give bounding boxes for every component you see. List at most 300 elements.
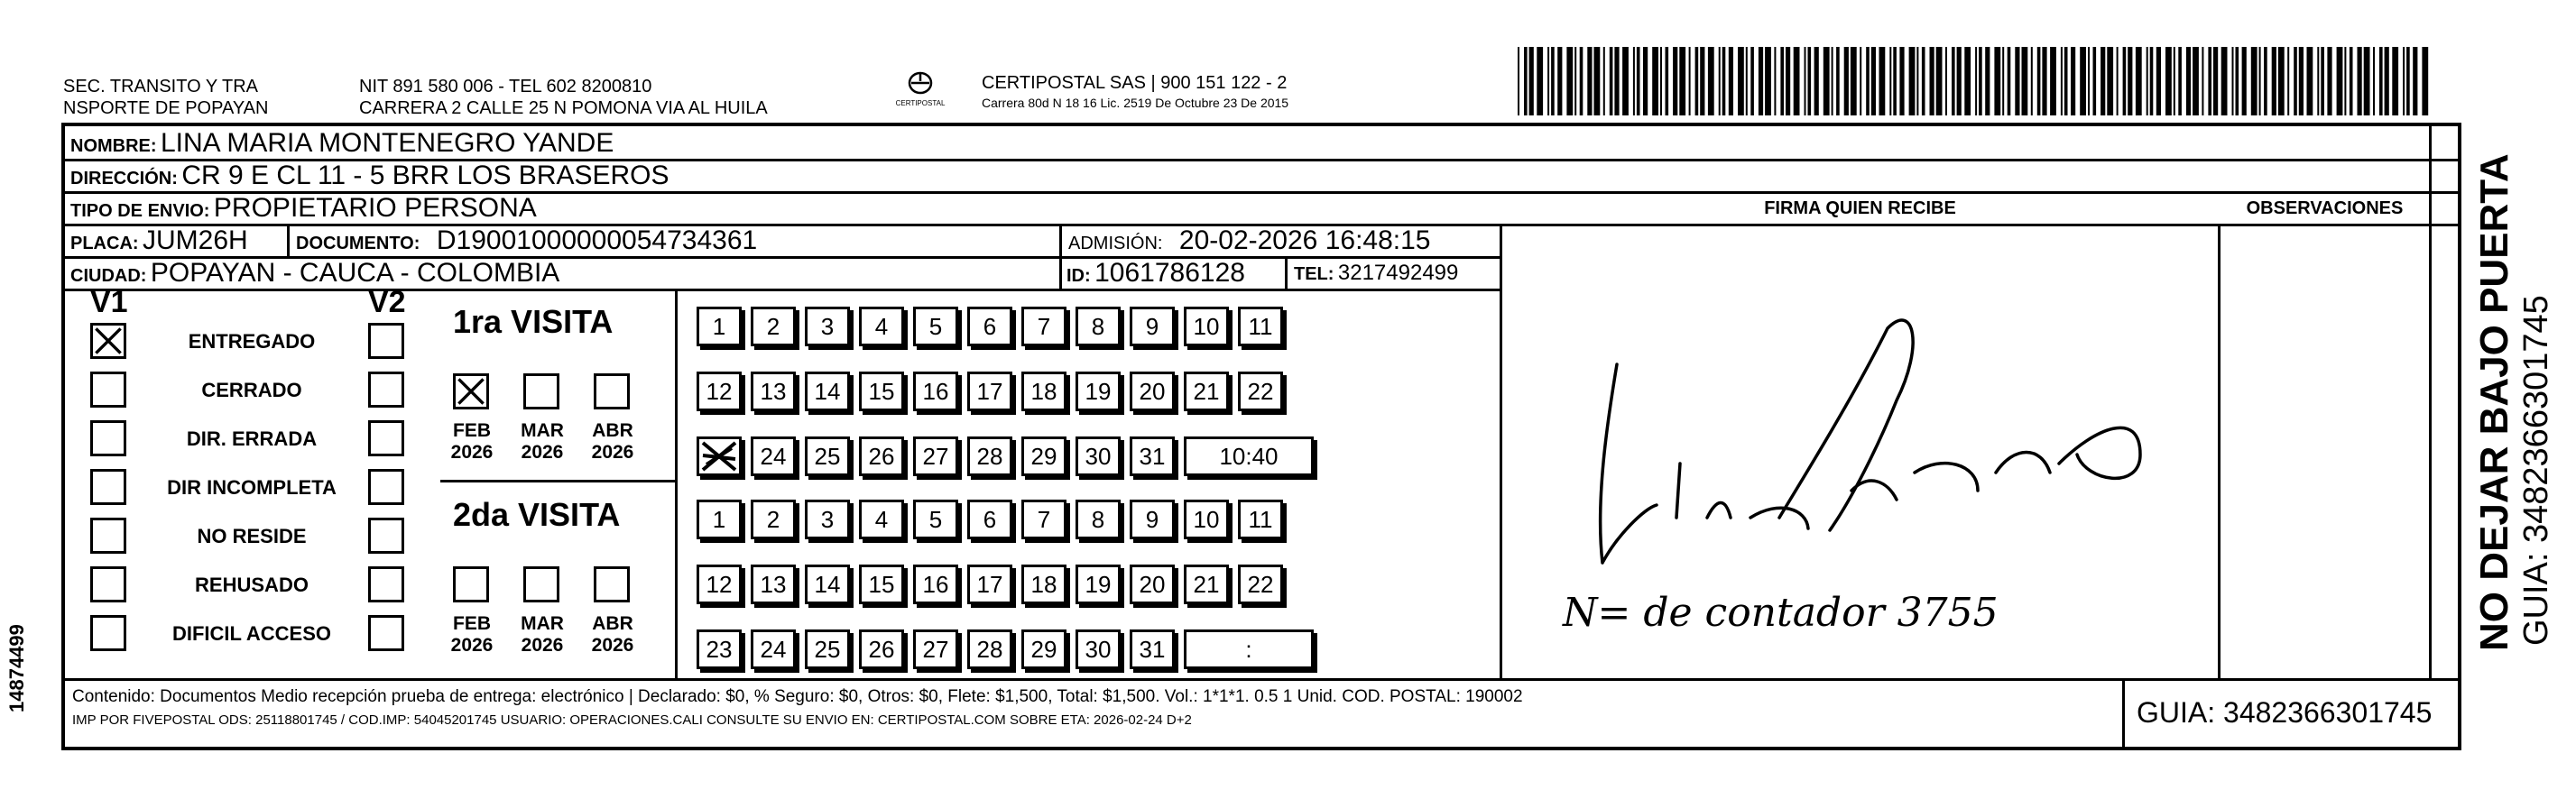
barcode-bar (1994, 47, 2000, 115)
visit1-year-label: 2026 (450, 442, 494, 463)
barcode-bar (1622, 47, 1629, 115)
ciudad-label: CIUDAD: (70, 266, 147, 286)
v2-checkbox[interactable] (368, 372, 404, 408)
barcode-bar (2242, 47, 2247, 115)
col-divider (675, 289, 678, 678)
barcode-bar (2344, 47, 2346, 115)
barcode-bar (1518, 47, 1519, 115)
visit1-day-box[interactable]: 6 (967, 307, 1012, 346)
barcode-bar (1808, 47, 1812, 115)
barcode-bar (1652, 47, 1658, 115)
visit1-day-box[interactable]: 3 (805, 307, 850, 346)
visit1-day-box[interactable]: 12 (697, 372, 742, 411)
barcode-bar (1738, 47, 1744, 115)
barcode-bar (1851, 47, 1857, 115)
visit2-day-box[interactable]: 17 (967, 565, 1012, 604)
barcode-bar (2317, 47, 2319, 115)
barcode-bar (1916, 47, 1918, 115)
barcode-bar (1979, 47, 1982, 115)
barcode-bar (2202, 47, 2203, 115)
barcode-bar (1985, 47, 1990, 115)
barcode-bar (1551, 47, 1555, 115)
visit1-month-label: ABR (592, 420, 633, 441)
placa-label: PLACA: (70, 234, 139, 253)
barcode-bar (2321, 47, 2324, 115)
visit2-month-label: MAR (521, 613, 564, 634)
visit2-day-box[interactable]: 26 (859, 629, 904, 669)
footer-print-info: IMP POR FIVEPOSTAL ODS: 25118801745 / COD.IMP: 54045201745 USUARIO: OPERACIONES.CALI CONSULTE SU ENVIO EN: CERTIPOSTAL.COM SOBRE ETA: 2026-02-24 D+2 (72, 712, 1192, 728)
visit1-day-box[interactable]: 26 (859, 436, 904, 476)
barcode (1518, 47, 2434, 115)
visit2-day-box[interactable]: 6 (967, 500, 1012, 539)
delivery-form (61, 123, 2461, 750)
barcode-bar (2379, 47, 2383, 115)
visit1-day-box[interactable]: 24 (751, 436, 796, 476)
visit2-day-box[interactable]: 31 (1130, 629, 1175, 669)
left-edge-stamp: 14874499 (5, 624, 28, 712)
barcode-bar (2107, 47, 2113, 115)
visit1-day-box[interactable]: 20 (1130, 372, 1175, 411)
barcode-bar (1765, 47, 1771, 115)
barcode-bar (2193, 47, 2199, 115)
barcode-bar (1805, 47, 1806, 115)
barcode-bar (1824, 47, 1830, 115)
visit1-month-checkbox[interactable] (453, 373, 489, 409)
barcode-bar (1722, 47, 1726, 115)
visit1-day-box[interactable]: 28 (967, 436, 1012, 476)
visit2-day-box[interactable]: 14 (805, 565, 850, 604)
admision-field (1068, 225, 1430, 261)
visit2-year-label: 2026 (450, 635, 494, 656)
visit2-day-box[interactable]: 22 (1238, 565, 1283, 604)
tel-value: 3217492499 (1337, 261, 1459, 285)
visit2-month-checkbox[interactable] (594, 566, 630, 602)
barcode-bar (2178, 47, 2182, 115)
visit2-month-cell (512, 613, 572, 657)
barcode-bar (1574, 47, 1576, 115)
visit1-day-box[interactable]: 18 (1021, 372, 1066, 411)
visit1-day-box[interactable]: 31 (1130, 436, 1175, 476)
barcode-bar (1637, 47, 1640, 115)
no-dejar-notice: NO DEJAR BAJO PUERTA (2472, 153, 2516, 651)
barcode-bar (1700, 47, 1704, 115)
col-divider (2218, 224, 2221, 678)
visit1-day-box[interactable]: 16 (913, 372, 958, 411)
id-value: 1061786128 (1094, 258, 1245, 288)
barcode-bar (2307, 47, 2313, 115)
barcode-bar (1794, 47, 1800, 115)
status-label: NO RESIDE (197, 525, 307, 547)
visit1-day-box[interactable]: 2 (751, 307, 796, 346)
meter-note: N= de contador 3755 (1563, 590, 1999, 636)
barcode-bar (2373, 47, 2375, 115)
nombre-label: NOMBRE: (70, 136, 157, 156)
company-info (982, 72, 1288, 111)
barcode-bar (1899, 47, 1904, 115)
barcode-bar (2088, 47, 2090, 115)
barcode-bar (1786, 47, 1790, 115)
visit2-month-cell (442, 613, 502, 657)
direccion-label: DIRECCIÓN: (70, 169, 178, 188)
visit2-day-box[interactable]: 19 (1076, 565, 1121, 604)
visit-divider (440, 480, 675, 482)
barcode-bar (2272, 47, 2276, 115)
barcode-bar (1695, 47, 1699, 115)
barcode-bar (1666, 47, 1669, 115)
visit2-day-box[interactable]: 15 (859, 565, 904, 604)
barcode-bar (2264, 47, 2267, 115)
ciudad-field (70, 258, 559, 293)
barcode-bar (2299, 47, 2304, 115)
visit2-day-box[interactable]: 16 (913, 565, 958, 604)
visit1-title: 1ra VISITA (453, 303, 614, 340)
barcode-bar (1879, 47, 1886, 115)
barcode-bar (1580, 47, 1583, 115)
barcode-bar (1689, 47, 1691, 115)
v2-checkbox[interactable] (368, 566, 404, 602)
v1-checkbox[interactable] (90, 615, 126, 651)
barcode-bar (1610, 47, 1613, 115)
barcode-bar (2136, 47, 2142, 115)
barcode-bar (1975, 47, 1977, 115)
barcode-bar (2061, 47, 2063, 115)
barcode-bar (1964, 47, 1971, 115)
barcode-bar (2287, 47, 2289, 115)
barcode-bar (1614, 47, 1619, 115)
col-divider (2429, 126, 2432, 678)
barcode-bar (2413, 47, 2417, 115)
tipo-value: PROPIETARIO PERSONA (213, 193, 537, 223)
barcode-bar (2259, 47, 2261, 115)
issuer-name (63, 76, 268, 119)
visit1-day-box[interactable]: 29 (1021, 436, 1066, 476)
barcode-bar (1922, 47, 1925, 115)
v1-header: V1 (90, 285, 128, 319)
barcode-bar (1930, 47, 1934, 115)
documento-label: DOCUMENTO: (296, 234, 420, 253)
ciudad-value: POPAYAN - CAUCA - COLOMBIA (150, 258, 560, 288)
firma-header: FIRMA QUIEN RECIBE (1764, 198, 1956, 218)
barcode-bar (1673, 47, 1677, 115)
day-scribble-icon (699, 439, 739, 473)
status-label: ENTREGADO (188, 330, 316, 353)
visit1-day-box[interactable] (697, 436, 742, 476)
barcode-bar (2174, 47, 2175, 115)
barcode-bar (1537, 47, 1543, 115)
barcode-bar (1660, 47, 1662, 115)
visit1-day-box[interactable]: 14 (805, 372, 850, 411)
barcode-bar (2064, 47, 2068, 115)
placa-value: JUM26H (143, 225, 248, 255)
barcode-bar (2002, 47, 2004, 115)
barcode-bar (2022, 47, 2028, 115)
barcode-bar (1893, 47, 1897, 115)
barcode-bar (1729, 47, 1733, 115)
tel-field (1294, 258, 1458, 291)
issuer-address: CARRERA 2 CALLE 25 N POMONA VIA AL HUILA (359, 98, 768, 118)
barcode-bar (1643, 47, 1648, 115)
visit1-day-box[interactable]: 15 (859, 372, 904, 411)
barcode-bar (2406, 47, 2410, 115)
visit1-day-box[interactable]: 13 (751, 372, 796, 411)
barcode-bar (1566, 47, 1573, 115)
col-divider (1059, 224, 1062, 289)
visit2-month-checkbox[interactable] (453, 566, 489, 602)
barcode-bar (2042, 47, 2046, 115)
barcode-bar (1633, 47, 1635, 115)
barcode-bar (1844, 47, 1849, 115)
barcode-bar (1957, 47, 1962, 115)
barcode-bar (2392, 47, 2398, 115)
documento-value: D19001000000054734361 (436, 225, 758, 255)
documento-field (296, 225, 757, 261)
visit2-day-box[interactable]: 12 (697, 565, 742, 604)
side-guia: GUIA: 3482366301745 (2517, 295, 2555, 646)
col-divider (287, 224, 290, 256)
visit1-day-box[interactable]: 10 (1184, 307, 1229, 346)
barcode-bar (1557, 47, 1562, 115)
col-divider (1285, 256, 1288, 289)
tipo-row (70, 193, 537, 228)
x-mark-icon (93, 326, 124, 356)
placa-field (70, 225, 248, 261)
footer-info (72, 687, 2117, 728)
observaciones-header: OBSERVACIONES (2246, 198, 2404, 218)
barcode-bar (2008, 47, 2011, 115)
direccion-value: CR 9 E CL 11 - 5 BRR LOS BRASEROS (181, 161, 669, 190)
barcode-bar (1750, 47, 1754, 115)
visit1-day-box[interactable]: 9 (1130, 307, 1175, 346)
visit1-month-cell (442, 420, 502, 464)
barcode-bar (1945, 47, 1947, 115)
v1-checkbox[interactable] (90, 372, 126, 408)
visit1-day-box[interactable]: 22 (1238, 372, 1283, 411)
barcode-bar (2251, 47, 2257, 115)
v1-checkbox[interactable] (90, 566, 126, 602)
barcode-bar (1866, 47, 1870, 115)
visit2-day-box[interactable]: 2 (751, 500, 796, 539)
issuer-nit: NIT 891 580 006 - TEL 602 8200810 (359, 77, 652, 96)
visit1-day-box[interactable]: 17 (967, 372, 1012, 411)
visit1-day-box[interactable]: 21 (1184, 372, 1229, 411)
status-label: DIR INCOMPLETA (167, 476, 337, 499)
status-label: REHUSADO (195, 574, 309, 596)
footer-guia: GUIA: 3482366301745 (2137, 696, 2433, 729)
visit2-day-box[interactable]: 24 (751, 629, 796, 669)
barcode-bar (1719, 47, 1721, 115)
barcode-bar (2358, 47, 2362, 115)
visit1-day-box[interactable]: 5 (913, 307, 958, 346)
barcode-bar (2236, 47, 2239, 115)
visit2-day-box[interactable]: 4 (859, 500, 904, 539)
v2-checkbox[interactable] (368, 323, 404, 359)
v1-checkbox[interactable] (90, 469, 126, 505)
v2-checkbox[interactable] (368, 469, 404, 505)
visit1-day-box[interactable]: 1 (697, 307, 742, 346)
tipo-label: TIPO DE ENVIO: (70, 201, 210, 221)
visit2-day-box[interactable]: 27 (913, 629, 958, 669)
visit1-day-box[interactable]: 30 (1076, 436, 1121, 476)
barcode-bar (1780, 47, 1784, 115)
visit2-day-box[interactable]: 7 (1021, 500, 1066, 539)
barcode-bar (1936, 47, 1943, 115)
status-label: CERRADO (201, 379, 302, 401)
issuer-line1: SEC. TRANSITO Y TRA (63, 77, 258, 96)
barcode-bar (1889, 47, 1891, 115)
id-field (1066, 258, 1245, 293)
visit2-month-label: ABR (592, 613, 633, 634)
visit2-day-box[interactable]: 21 (1184, 565, 1229, 604)
visit1-day-box[interactable]: 11 (1238, 307, 1283, 346)
visit2-month-label: FEB (453, 613, 491, 634)
barcode-bar (2422, 47, 2428, 115)
visit2-day-box[interactable]: 29 (1021, 629, 1066, 669)
barcode-bar (1832, 47, 1833, 115)
nombre-value: LINA MARIA MONTENEGRO YANDE (161, 128, 614, 158)
admision-label: ADMISIÓN: (1068, 234, 1163, 253)
barcode-bar (2232, 47, 2234, 115)
nombre-row (70, 128, 614, 163)
company-license: Carrera 80d N 18 16 Lic. 2519 De Octubre 23 De 2015 (982, 96, 1289, 110)
barcode-bar (1603, 47, 1605, 115)
barcode-bar (1774, 47, 1776, 115)
visit1-time-box[interactable]: 10:40 (1184, 436, 1314, 476)
barcode-bar (2071, 47, 2075, 115)
col-divider (2122, 678, 2125, 747)
barcode-bar (2186, 47, 2191, 115)
visit1-month-checkbox[interactable] (523, 373, 559, 409)
barcode-bar (2150, 47, 2154, 115)
signature-area (1509, 292, 2212, 671)
barcode-bar (2128, 47, 2132, 115)
visit2-day-box[interactable]: 3 (805, 500, 850, 539)
visit2-day-box[interactable]: 10 (1184, 500, 1229, 539)
visit1-year-label: 2026 (521, 442, 564, 463)
id-label: ID: (1066, 266, 1091, 286)
v1-checkbox[interactable] (90, 323, 126, 359)
visit2-day-box[interactable]: 30 (1076, 629, 1121, 669)
barcode-bar (2364, 47, 2370, 115)
visit2-day-box[interactable]: 1 (697, 500, 742, 539)
barcode-bar (1871, 47, 1876, 115)
barcode-bar (2050, 47, 2056, 115)
barcode-bar (1529, 47, 1534, 115)
barcode-bar (1746, 47, 1748, 115)
v2-checkbox[interactable] (368, 420, 404, 456)
direccion-row (70, 161, 669, 196)
barcode-bar (2385, 47, 2389, 115)
barcode-bar (2403, 47, 2405, 115)
barcode-bar (2031, 47, 2033, 115)
v2-checkbox[interactable] (368, 518, 404, 554)
x-mark-icon (456, 376, 486, 407)
status-label: DIFICIL ACCESO (171, 622, 331, 645)
barcode-bar (1860, 47, 1861, 115)
barcode-bar (2117, 47, 2119, 115)
visit1-day-box[interactable]: 4 (859, 307, 904, 346)
row-divider (65, 678, 2458, 681)
company-name: CERTIPOSTAL SAS | 900 151 122 - 2 (982, 73, 1288, 93)
visit1-month-cell (512, 420, 572, 464)
visit2-time-box[interactable]: : (1184, 629, 1314, 669)
barcode-bar (1814, 47, 1819, 115)
visit2-title: 2da VISITA (453, 496, 621, 533)
barcode-bar (2037, 47, 2041, 115)
barcode-bar (2156, 47, 2161, 115)
barcode-bar (1952, 47, 1955, 115)
visit1-month-cell (583, 420, 642, 464)
barcode-bar (2147, 47, 2148, 115)
admision-value: 20-02-2026 16:48:15 (1178, 225, 1431, 255)
visit2-day-box[interactable]: 8 (1076, 500, 1121, 539)
visit1-day-box[interactable]: 19 (1076, 372, 1121, 411)
visit1-month-checkbox[interactable] (594, 373, 630, 409)
barcode-bar (2213, 47, 2218, 115)
barcode-bar (1909, 47, 1916, 115)
visit2-day-box[interactable]: 18 (1021, 565, 1066, 604)
barcode-bar (2123, 47, 2127, 115)
visit2-day-box[interactable]: 28 (967, 629, 1012, 669)
visit2-month-checkbox[interactable] (523, 566, 559, 602)
barcode-bar (1547, 47, 1549, 115)
visit2-day-box[interactable]: 20 (1130, 565, 1175, 604)
issuer-line2: NSPORTE DE POPAYAN (63, 98, 269, 118)
visit1-day-box[interactable]: 8 (1076, 307, 1121, 346)
barcode-bar (1708, 47, 1714, 115)
visit2-year-label: 2026 (591, 635, 634, 656)
barcode-bar (2327, 47, 2331, 115)
visit2-day-box[interactable]: 11 (1238, 500, 1283, 539)
barcode-bar (1759, 47, 1763, 115)
barcode-bar (2165, 47, 2172, 115)
barcode-bar (1587, 47, 1592, 115)
barcode-bar (1524, 47, 1528, 115)
barcode-bar (2015, 47, 2019, 115)
status-label: DIR. ERRADA (186, 427, 318, 450)
barcode-bar (2101, 47, 2105, 115)
issuer-contact (359, 76, 768, 119)
v1-checkbox[interactable] (90, 420, 126, 456)
barcode-bar (2350, 47, 2353, 115)
visit1-year-label: 2026 (591, 442, 634, 463)
visit2-day-box[interactable]: 9 (1130, 500, 1175, 539)
col-divider (1500, 224, 1502, 678)
tel-label: TEL: (1294, 264, 1334, 284)
visit1-day-box[interactable]: 25 (805, 436, 850, 476)
visit2-month-cell (583, 613, 642, 657)
v2-checkbox[interactable] (368, 615, 404, 651)
barcode-bar (2221, 47, 2228, 115)
visit2-day-box[interactable]: 13 (751, 565, 796, 604)
v2-header: V2 (368, 285, 406, 319)
visit2-day-box[interactable]: 25 (805, 629, 850, 669)
visit2-year-label: 2026 (521, 635, 564, 656)
barcode-bar (2093, 47, 2097, 115)
logo-label: CERTIPOSTAL (895, 99, 946, 107)
visit2-day-box[interactable]: 23 (697, 629, 742, 669)
visit1-month-label: FEB (453, 420, 491, 441)
visit1-day-box[interactable]: 27 (913, 436, 958, 476)
barcode-bar (2208, 47, 2211, 115)
visit1-month-label: MAR (521, 420, 564, 441)
barcode-bar (2337, 47, 2343, 115)
v1-checkbox[interactable] (90, 518, 126, 554)
visit2-day-box[interactable]: 5 (913, 500, 958, 539)
barcode-bar (2278, 47, 2285, 115)
barcode-bar (1594, 47, 1601, 115)
barcode-bar (1836, 47, 1840, 115)
visit1-day-box[interactable]: 7 (1021, 307, 1066, 346)
